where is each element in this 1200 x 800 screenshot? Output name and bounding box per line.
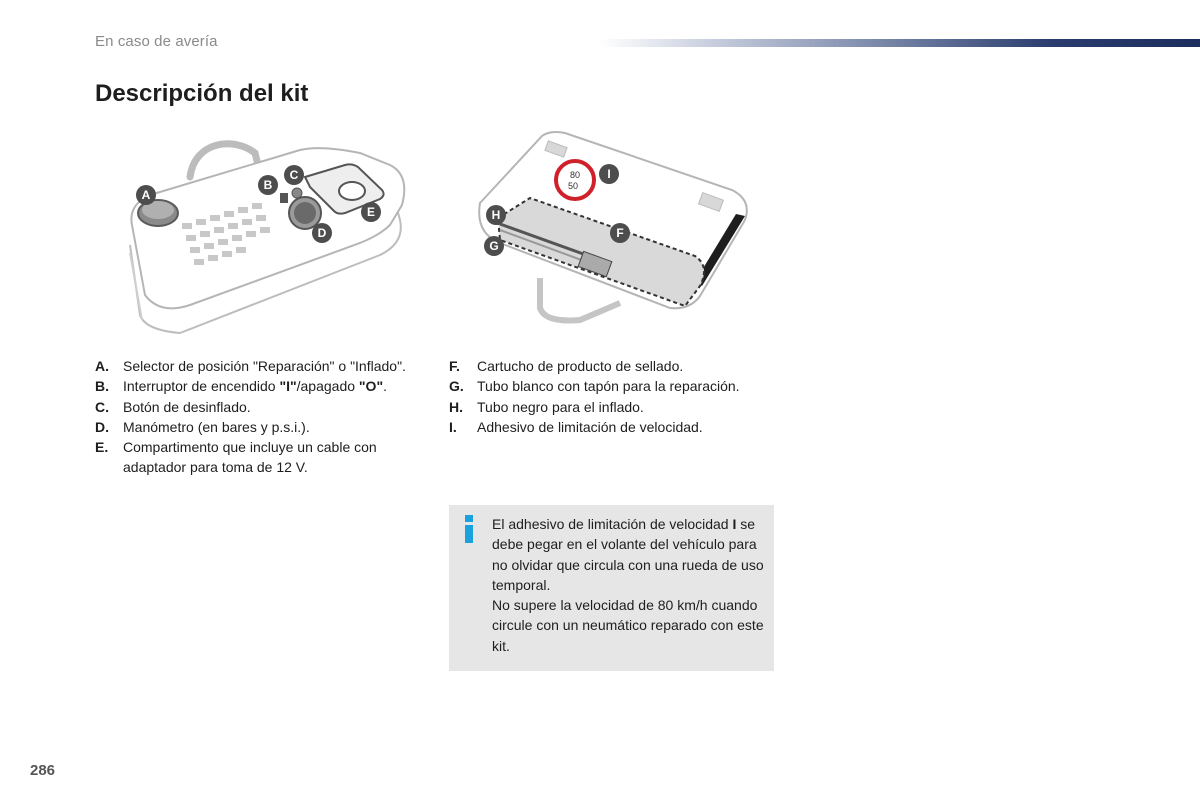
item-text: Tubo negro para el inflado.: [477, 398, 644, 415]
callout-b: B: [263, 178, 273, 192]
item-text: Cartucho de producto de sellado.: [477, 358, 684, 374]
item-letter: B.: [95, 378, 109, 395]
callout-h: H: [491, 208, 501, 222]
info-paragraph-2: No supere la velocidad de 80 km/h cuando circule con un neumático reparado con este kit.: [492, 597, 764, 654]
list-item-f: [449, 356, 779, 376]
info-icon: [462, 515, 476, 543]
callout-d: D: [317, 226, 327, 240]
item-text: Adhesivo de limitación de velocidad.: [477, 418, 703, 435]
item-text: Tubo blanco con tapón para la reparación.: [477, 378, 740, 395]
callout-g: G: [489, 239, 499, 253]
info-box: [449, 505, 774, 671]
description-list-left: [95, 356, 425, 478]
list-item-c: [95, 397, 425, 417]
sticker-value-top: 80: [569, 170, 581, 180]
callout-i: I: [607, 167, 611, 181]
page-title: Descripción del kit: [95, 80, 309, 107]
callout-e: E: [366, 205, 376, 219]
list-item-a: [95, 356, 425, 376]
list-item-e: [95, 437, 425, 478]
list-item-d: [95, 417, 425, 437]
list-item-b: [95, 376, 425, 396]
description-list-right: [449, 356, 779, 437]
item-text: Selector de posición "Reparación" o "Inflado".: [123, 358, 406, 374]
callout-a: A: [141, 188, 151, 202]
list-item-g: [449, 376, 779, 396]
item-letter: A.: [95, 358, 109, 374]
compressor-top-illustration: [120, 135, 410, 340]
item-letter: C.: [95, 398, 109, 415]
item-letter: E.: [95, 439, 109, 456]
compressor-bottom-illustration: [470, 128, 760, 340]
sticker-value-bottom: 50: [567, 181, 579, 191]
list-item-i: [449, 417, 779, 437]
callout-f: F: [616, 226, 624, 240]
item-letter: G.: [449, 378, 464, 395]
list-item-h: [449, 397, 779, 417]
info-text: [492, 514, 772, 656]
info-paragraph-1: El adhesivo de limitación de velocidad I se debe pegar en el volante del vehículo para no olvidar que circula con una rueda de uso temporal.: [492, 516, 764, 593]
header-gradient-bar: [600, 39, 1200, 47]
page-number: 286: [30, 762, 56, 779]
item-text: Manómetro (en bares y p.s.i.).: [123, 418, 310, 435]
callout-c: C: [289, 168, 299, 182]
item-text: Compartimento que incluye un cable con adaptador para toma de 12 V.: [123, 439, 377, 476]
item-letter: D.: [95, 418, 109, 435]
item-letter: I.: [449, 418, 457, 435]
section-header: En caso de avería: [95, 33, 218, 50]
item-text: Interruptor de encendido "I"/apagado "O".: [123, 378, 387, 395]
item-text: Botón de desinflado.: [123, 398, 251, 415]
item-letter: F.: [449, 358, 460, 374]
item-letter: H.: [449, 398, 463, 415]
